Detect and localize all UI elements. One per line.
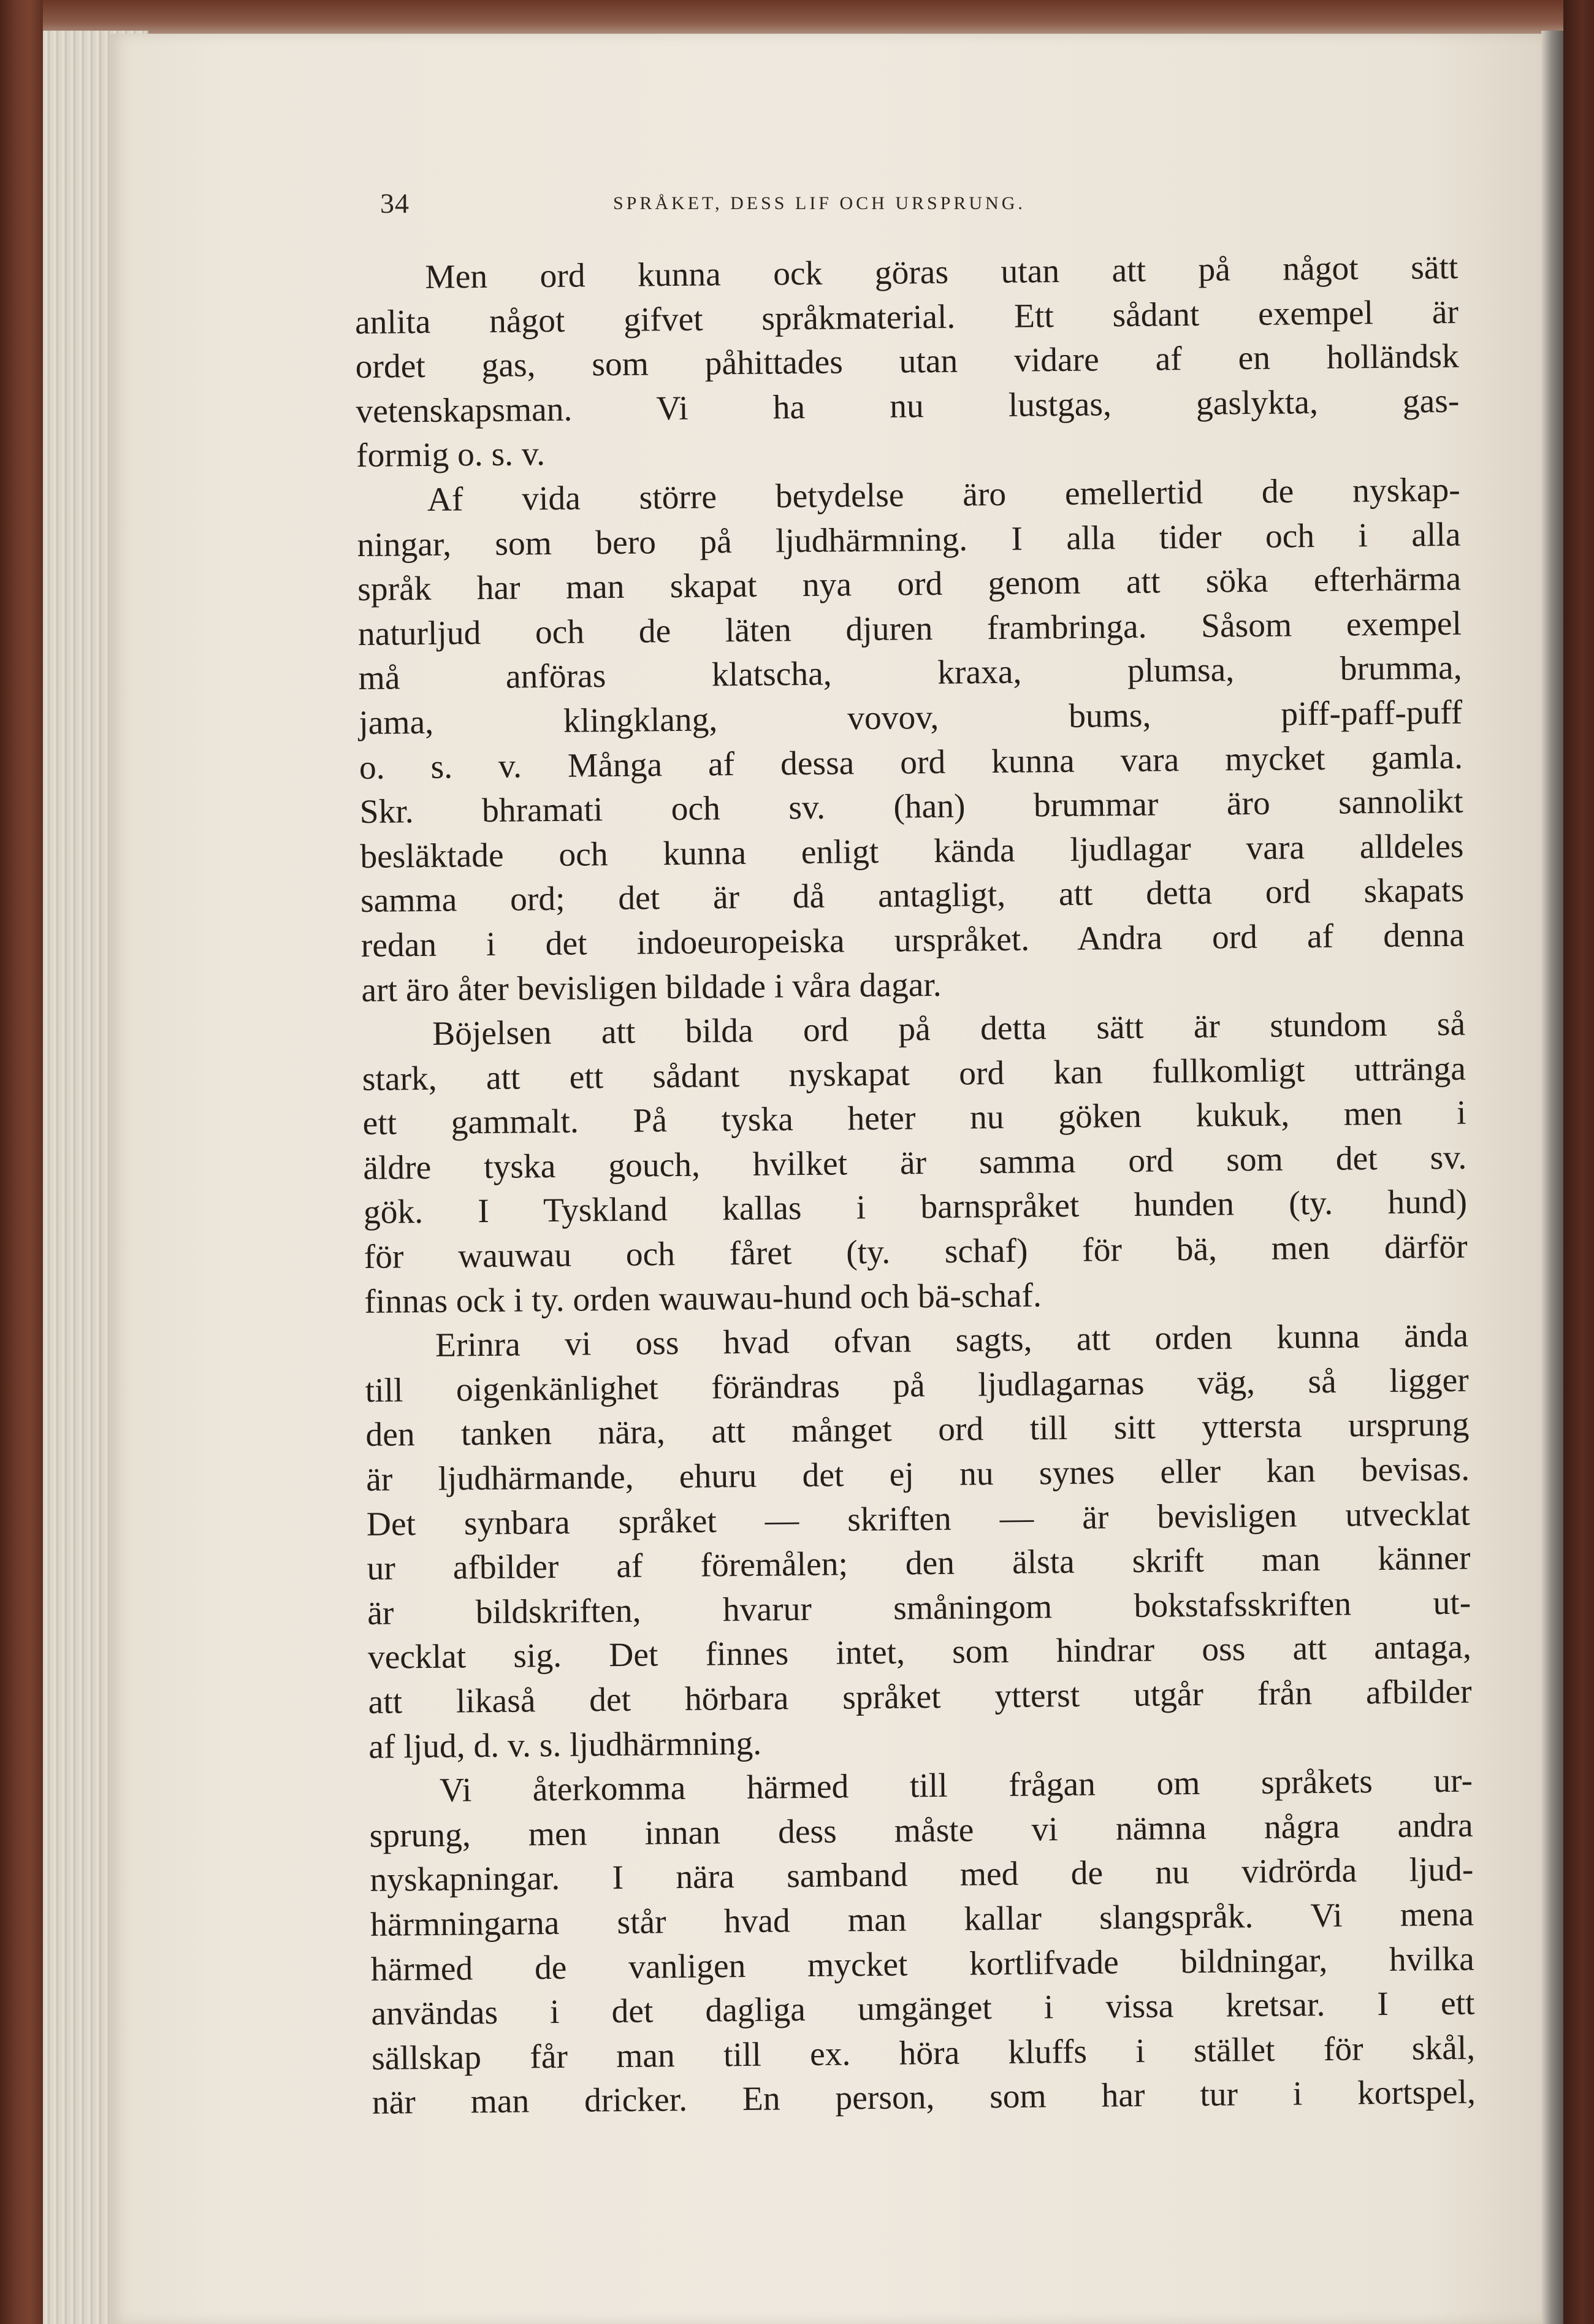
text-line: Af vida större betydelse äro emellertid de nyskap- bbox=[427, 471, 1461, 519]
page-header bbox=[380, 187, 1251, 230]
text-line: naturljud och de läten djuren frambringa. Såsom exempel bbox=[357, 605, 1462, 653]
text-line: redan i det indoeuropeiska urspråket. Andra ord af denna bbox=[360, 916, 1465, 965]
text-line: jama, klingklang, vovov, bums, piff-paff-puff bbox=[359, 694, 1463, 742]
background-top bbox=[0, 0, 1594, 37]
background-right bbox=[1563, 0, 1594, 2324]
text-line: Men ord kunna ock göras utan att på något sätt bbox=[425, 248, 1459, 296]
text-line: när man dricker. En person, som har tur i kortspel, bbox=[372, 2073, 1476, 2122]
text-line: formig o. s. v. bbox=[356, 435, 546, 475]
text-line: härmningarna står hvad man kallar slangspråk. Vi mena bbox=[370, 1895, 1474, 1944]
text-line: finnas ock i ty. orden wauwau-hund och bä-schaf. bbox=[364, 1276, 1042, 1321]
background-left bbox=[0, 0, 43, 2324]
text-line: gök. I Tyskland kallas i barnspråket hunden (ty. hund) bbox=[363, 1183, 1468, 1232]
body-text bbox=[354, 246, 1476, 2126]
text-line: sprung, men innan dess måste vi nämna några andra bbox=[369, 1806, 1473, 1855]
text-line: användas i det dagliga umgänget i vissa kretsar. I ett bbox=[371, 1984, 1475, 2033]
text-line: att likaså det hörbara språket ytterst utgår från afbilder bbox=[368, 1673, 1472, 1721]
text-line: till oigenkänlighet förändras på ljudlagarnas väg, så ligger bbox=[365, 1361, 1469, 1410]
text-line: ningar, som bero på ljudhärmning. I alla tider och i alla bbox=[357, 516, 1461, 564]
text-line: vecklat sig. Det finnes intet, som hindrar oss att antaga, bbox=[367, 1629, 1472, 1677]
text-line: samma ord; det är då antagligt, att detta ord skapats bbox=[360, 871, 1465, 920]
text-line: ordet gas, som påhittades utan vidare af en holländsk bbox=[355, 337, 1459, 386]
text-line: Erinra vi oss hvad ofvan sagts, att orden kunna ända bbox=[435, 1317, 1469, 1365]
text-line: Böjelsen att bilda ord på detta sätt är stundom så bbox=[432, 1005, 1466, 1053]
text-line: Det synbara språket — skriften — är bevisligen utvecklat bbox=[366, 1495, 1471, 1543]
text-line: anlita något gifvet språkmaterial. Ett sådant exempel är bbox=[354, 293, 1459, 342]
text-line: för wauwau och fåret (ty. schaf) för bä, men därför bbox=[364, 1228, 1468, 1276]
text-line: må anföras klatscha, kraxa, plumsa, brumma, bbox=[358, 649, 1462, 698]
page-number: 34 bbox=[380, 188, 410, 219]
running-head: SPRÅKET, DESS LIF OCH URSPRUNG. bbox=[613, 193, 1026, 213]
text-line: ur afbilder af föremålen; den älsta skrift man känner bbox=[367, 1539, 1471, 1588]
text-line: Skr. bhramati och sv. (han) brummar äro sannolikt bbox=[359, 782, 1463, 831]
text-line: nyskapningar. I nära samband med de nu vidrörda ljud- bbox=[370, 1851, 1474, 1900]
text-line: o. s. v. Många af dessa ord kunna vara mycket gamla. bbox=[359, 738, 1463, 787]
text-line: äldre tyska gouch, hvilket är samma ord som det sv. bbox=[362, 1139, 1467, 1187]
text-line: sällskap får man till ex. höra kluffs i stället för skål, bbox=[371, 2029, 1476, 2077]
text-line: vetenskapsman. Vi ha nu lustgas, gaslykta, gas- bbox=[356, 382, 1460, 430]
text-line: är ljudhärmande, ehuru det ej nu synes eller kan bevisas. bbox=[365, 1450, 1470, 1499]
text-line: ett gammalt. På tyska heter nu göken kukuk, men i bbox=[362, 1094, 1466, 1143]
text-line: art äro åter bevisligen bildade i våra dagar. bbox=[361, 966, 942, 1009]
text-line: härmed de vanligen mycket kortlifvade bildningar, hvilka bbox=[370, 1940, 1475, 1989]
text-line: besläktade och kunna enligt kända ljudlagar vara alldeles bbox=[360, 827, 1464, 876]
text-line: stark, att ett sådant nyskapat ord kan fullkomligt uttränga bbox=[362, 1050, 1466, 1098]
text-line: af ljud, d. v. s. ljudhärmning. bbox=[368, 1724, 762, 1766]
text-line: den tanken nära, att månget ord till sitt yttersta ursprung bbox=[365, 1406, 1470, 1454]
text-line: Vi återkomma härmed till frågan om språkets ur- bbox=[439, 1762, 1473, 1810]
text-line: är bildskriften, hvarur småningom bokstafsskriften ut- bbox=[367, 1584, 1471, 1632]
book-spine-shadow bbox=[1541, 31, 1563, 2324]
text-line: språk har man skapat nya ord genom att söka efterhärma bbox=[357, 560, 1462, 609]
